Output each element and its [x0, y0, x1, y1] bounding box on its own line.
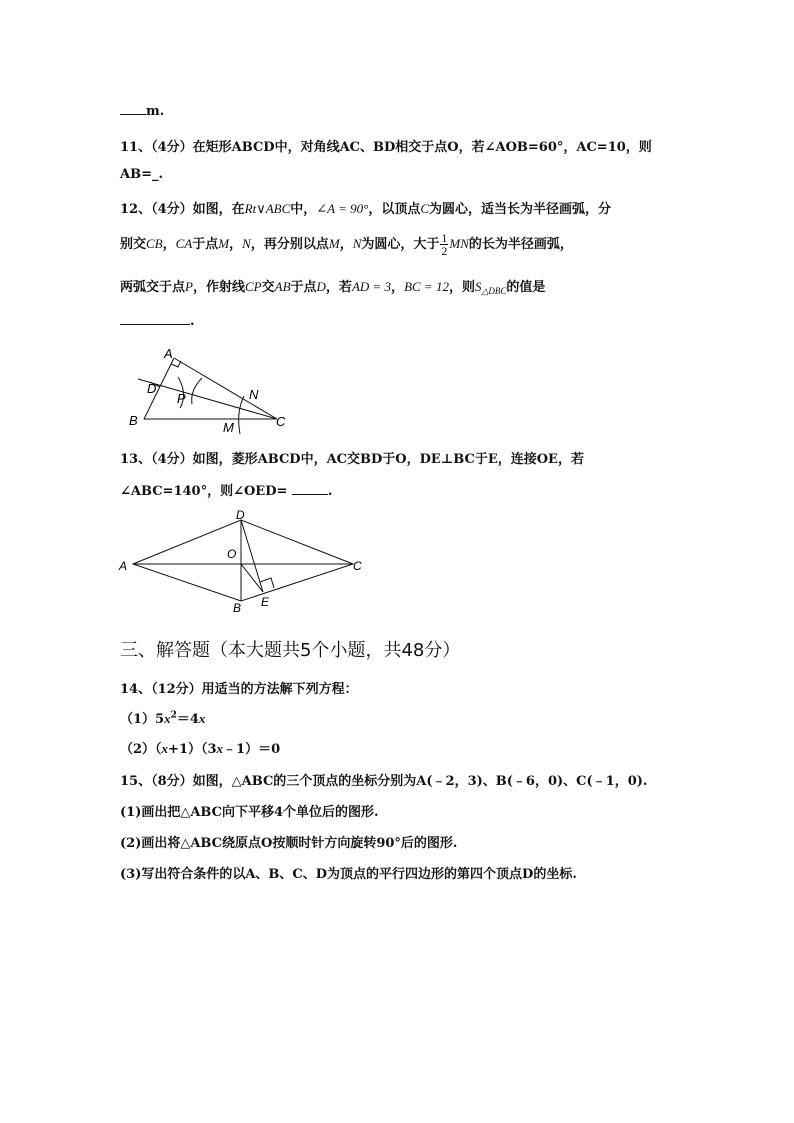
- q12-point-m: M: [218, 236, 230, 251]
- q12-bc-value: BC = 12: [404, 279, 449, 294]
- q11-period: .: [158, 167, 163, 182]
- q11-ab-label: AB=: [120, 167, 152, 182]
- var-x: x: [161, 741, 169, 756]
- q13-line1: 13、（4分）如图，菱形ABCD中，AC交BD于O，DE⊥BC于E，连接OE，若: [120, 452, 584, 467]
- q11-line2: [120, 167, 163, 182]
- q13-period: .: [327, 484, 333, 499]
- answer-blank[interactable]: [292, 494, 328, 495]
- unit-text: m.: [146, 104, 165, 119]
- label-a: A: [164, 346, 173, 361]
- q15-part2: (2)画出将△ABC绕原点O按顺时针方向旋转90°后的图形.: [120, 836, 458, 851]
- q12-text: ，: [339, 237, 353, 252]
- label-d: D: [236, 508, 245, 522]
- right-angle-mark: [260, 578, 274, 588]
- label-n: N: [249, 387, 259, 402]
- q12-period: .: [190, 314, 195, 329]
- q13-text: ∠ABC=140°，则∠OED=: [120, 484, 288, 499]
- arc-p2: [192, 378, 202, 404]
- q12-point-p: P: [185, 279, 193, 294]
- q14-text: （1）5: [120, 712, 165, 727]
- section-heading: 三、解答题（本大题共5个小题，共48分）: [120, 640, 461, 661]
- q12-text: 于点: [192, 237, 219, 252]
- q15-part1: (1)画出把△ABC向下平移4个单位后的图形.: [120, 805, 379, 820]
- q14-part1: [120, 708, 205, 727]
- q12-text: ，再分别以点: [250, 237, 329, 252]
- fraction-one-half: [440, 232, 448, 257]
- q14-part2: [120, 738, 280, 757]
- var-x: x: [216, 741, 224, 756]
- q12-text: 中，: [290, 202, 317, 217]
- rhombus-abcd: [133, 520, 353, 601]
- q12-ray-cp: CP: [244, 279, 262, 294]
- q12-text: 为圆心，适当长为半径画弧，分: [429, 202, 612, 217]
- q12-text: 交: [261, 280, 275, 295]
- label-a: A: [119, 559, 128, 573]
- q14-text: ﹣1）＝0: [223, 742, 281, 757]
- label-d: D: [147, 381, 157, 396]
- q12-point-d: D: [316, 279, 326, 294]
- q14-text: （2）（: [120, 742, 162, 757]
- q12-text: 别交: [120, 237, 147, 252]
- q12-text: ，作射线: [192, 280, 245, 295]
- q11-line1: 11、（4分）在矩形ABCD中，对角线AC、BD相交于点O，若∠AOB=60°，AC=10，则: [120, 140, 652, 155]
- q12-angle-a: ∠A = 90°: [316, 201, 369, 216]
- q10-answer-line: [120, 104, 164, 119]
- q12-point-c: C: [420, 201, 430, 216]
- answer-blank[interactable]: _: [151, 167, 159, 182]
- q12-line3: [120, 276, 545, 297]
- q15-stem: 15、（8分）如图，△ABC的三个顶点的坐标分别为A(﹣2，3)、B(﹣6，0)、C(﹣1，0).: [120, 774, 648, 789]
- q12-area-subscript: △DBC: [481, 286, 507, 296]
- answer-blank[interactable]: [120, 324, 190, 325]
- q12-text: ，则: [448, 280, 475, 295]
- q12-text: ，以顶点: [368, 202, 421, 217]
- q12-line2: [120, 232, 573, 257]
- exponent: 2: [170, 710, 177, 721]
- arc-mn: [239, 396, 244, 434]
- q12-seg-ab: AB: [274, 279, 291, 294]
- q12-ad-value: AD = 3: [351, 279, 392, 294]
- q13-line2: [120, 480, 332, 499]
- figure-q12-triangle: [120, 342, 300, 437]
- q12-text: ，: [229, 237, 243, 252]
- label-b: B: [233, 601, 242, 612]
- q12-text: ，: [391, 280, 405, 295]
- figure-q13-rhombus: [115, 506, 375, 612]
- label-o: O: [227, 547, 237, 561]
- label-b: B: [129, 413, 138, 428]
- q12-text: 12、（4分）如图，在: [120, 202, 245, 217]
- q12-rt-abc: Rt∨ABC: [244, 201, 291, 216]
- q14-stem: 14、（12分）用适当的方法解下列方程：: [120, 682, 358, 697]
- q12-text: ，: [162, 237, 176, 252]
- q12-seg-mn: MN: [449, 236, 469, 251]
- fraction-denominator: 2: [441, 244, 448, 258]
- seg-de: [241, 520, 263, 592]
- seg-ac: [174, 358, 277, 419]
- answer-blank[interactable]: [120, 114, 146, 115]
- q12-point-n: N: [242, 236, 251, 251]
- label-c: C: [353, 559, 362, 573]
- label-p: P: [177, 391, 186, 406]
- label-m: M: [223, 420, 234, 435]
- q12-point-m: M: [328, 236, 340, 251]
- q12-text: 的值是: [506, 280, 546, 295]
- q14-text: ＝4: [176, 712, 199, 727]
- q12-seg-ca: CA: [175, 236, 193, 251]
- q12-text: 于点: [290, 280, 317, 295]
- q12-seg-cb: CB: [146, 236, 163, 251]
- q12-area-s: S: [474, 279, 482, 294]
- label-c: C: [276, 414, 286, 429]
- label-e: E: [261, 595, 270, 609]
- q12-text: 为圆心，大于: [361, 237, 440, 252]
- q14-text: +1）（3: [168, 742, 217, 757]
- var-x: x: [198, 711, 206, 726]
- q12-answer-line: [120, 314, 195, 329]
- q12-text: ，若: [325, 280, 352, 295]
- q15-part3: (3)写出符合条件的以A、B、C、D为顶点的平行四边形的第四个顶点D的坐标.: [120, 867, 577, 882]
- q12-text: 两弧交于点: [120, 280, 186, 295]
- q12-point-n: N: [352, 236, 362, 251]
- q12-text: 的长为半径画弧，: [468, 237, 573, 252]
- var-x: x: [164, 711, 171, 726]
- q12-line1: [120, 198, 611, 217]
- seg-oe: [241, 564, 263, 592]
- fraction-numerator: 1: [441, 231, 448, 245]
